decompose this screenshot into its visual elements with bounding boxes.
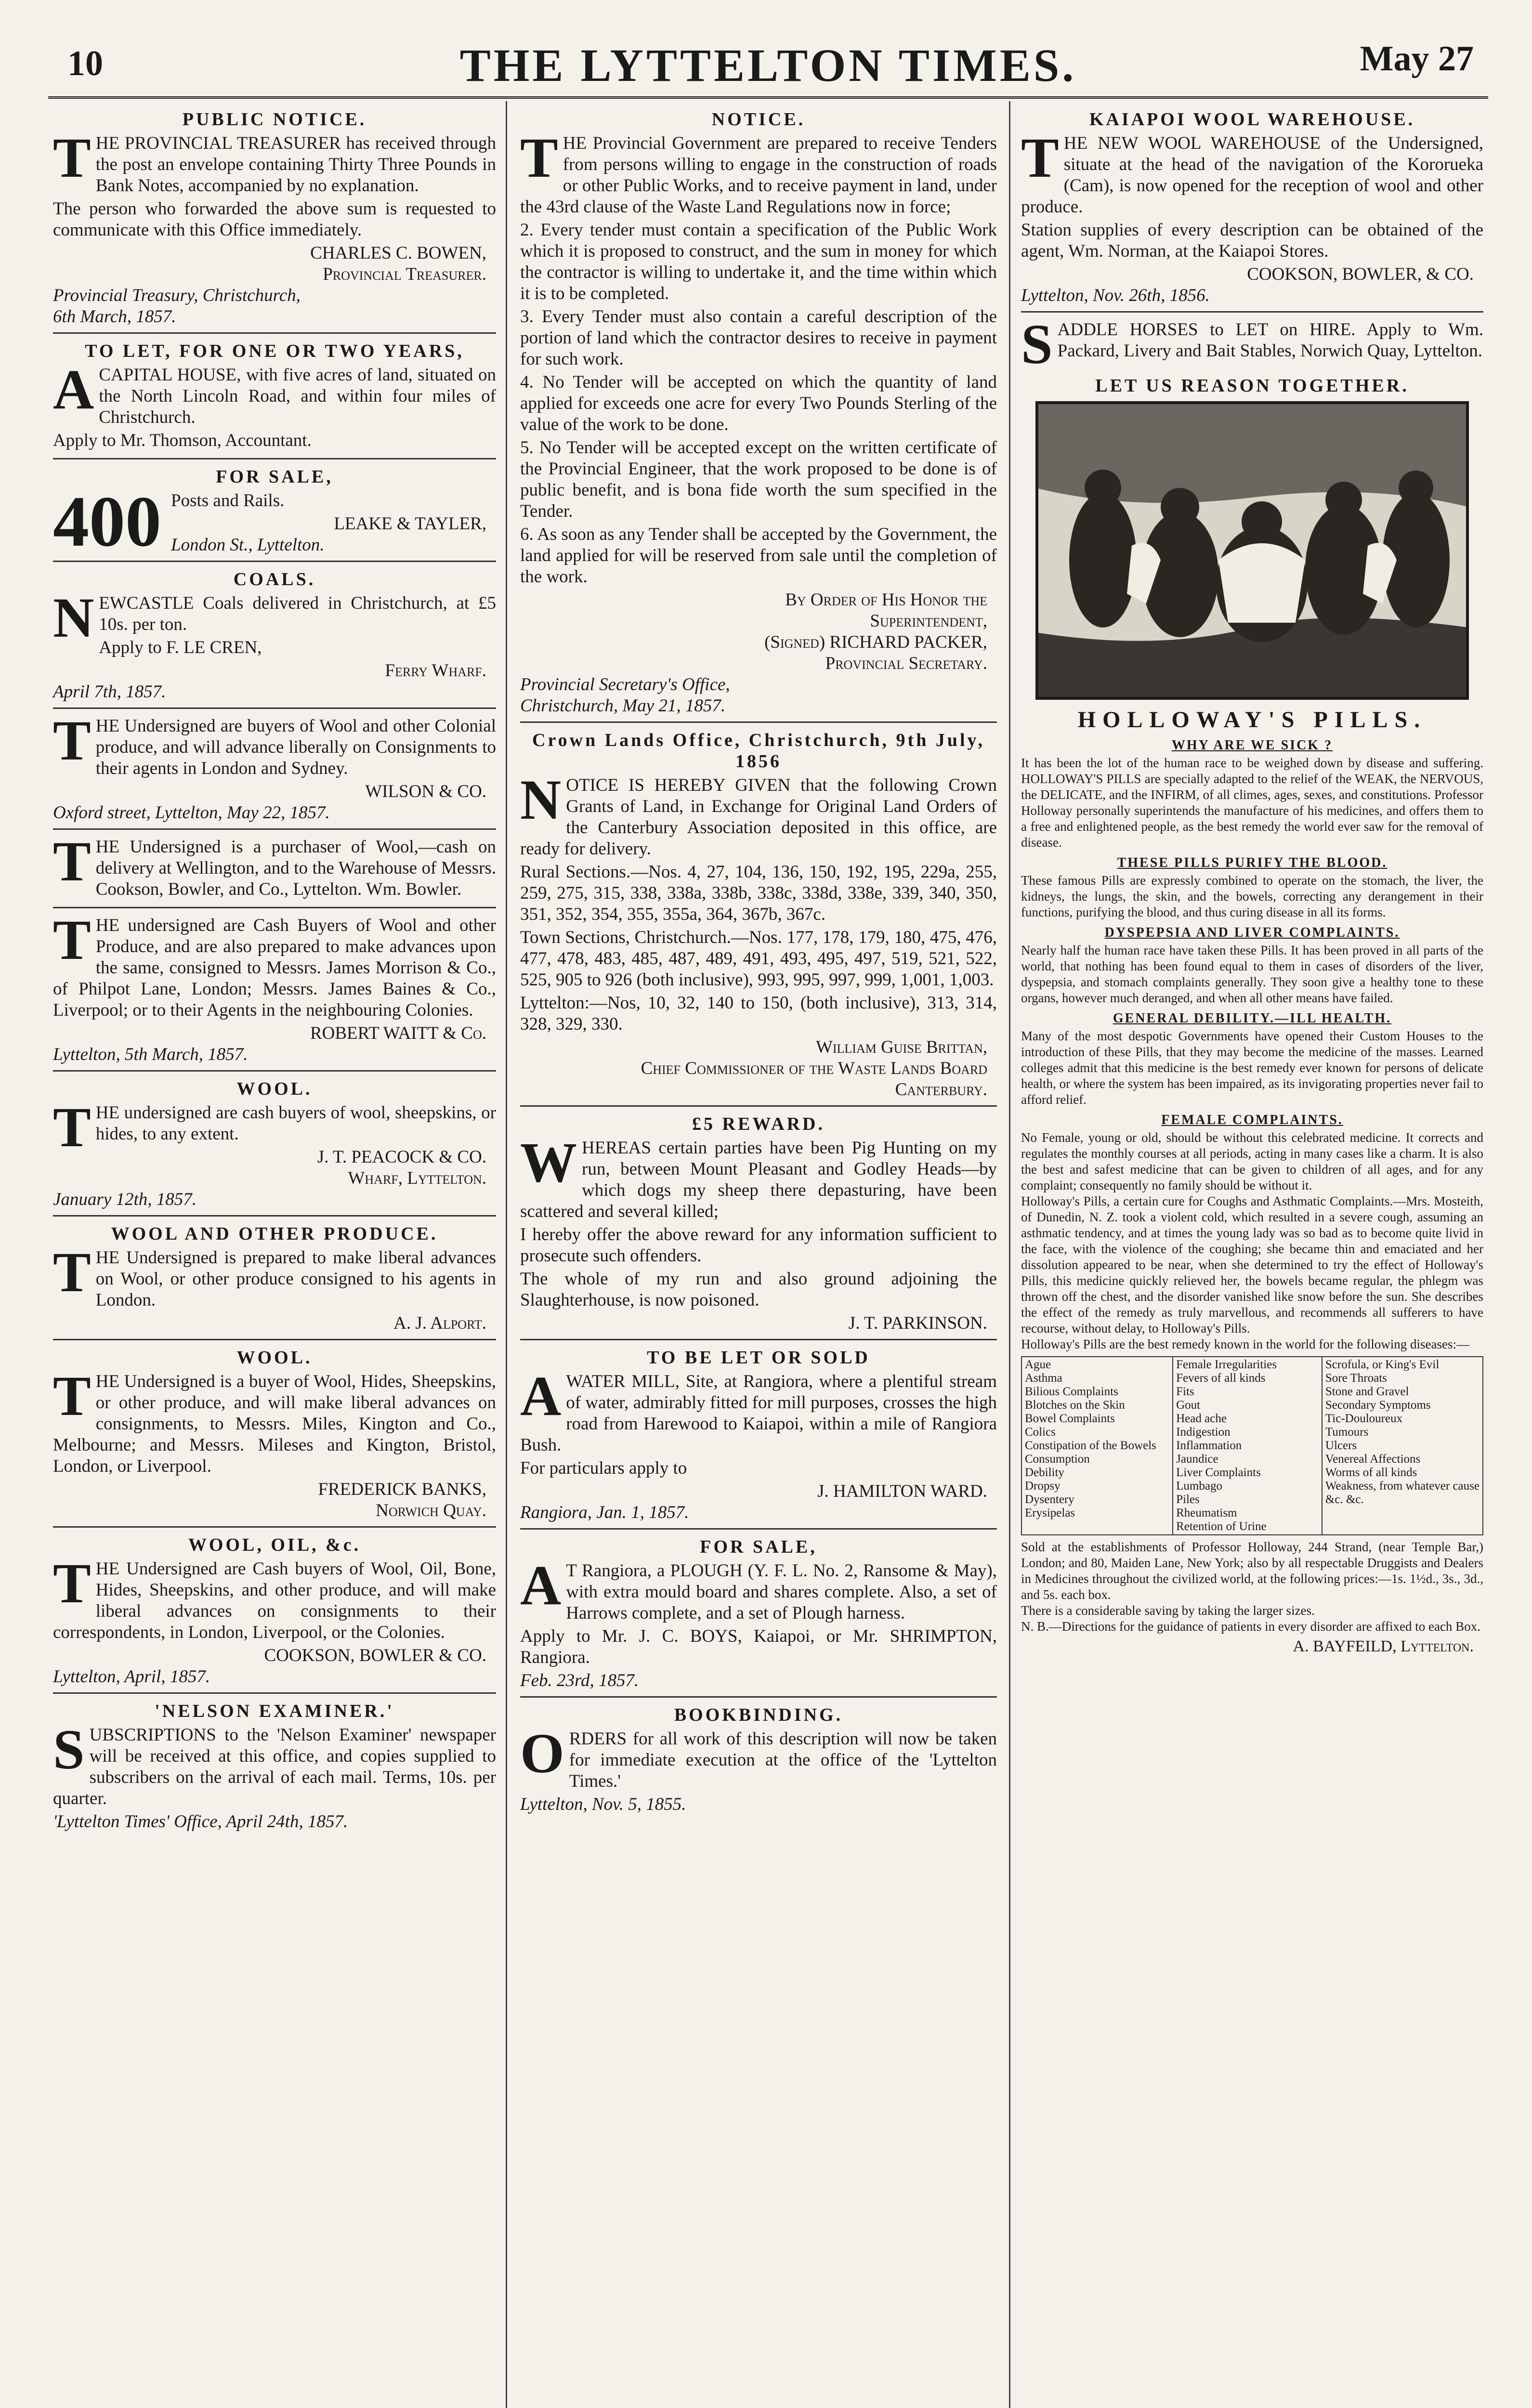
advert-heading: FOR SALE, <box>216 467 333 487</box>
advert-paragraph: 3. Every Tender must also contain a careful description of the portion of land which the contractor desires to receive in payment for such work. <box>520 307 997 369</box>
disease-item: Constipation of the Bowels <box>1025 1439 1156 1452</box>
advert-paragraph: T Rangiora, a PLOUGH (Y. F. L. No. 2, Ransome & May), with extra mould board and shares complete. Also, a set of Harrows complete, and a set of Plough harness. <box>566 1561 997 1623</box>
woodcut-illustration <box>1035 401 1469 700</box>
advert-paragraph: I hereby offer the above reward for any information sufficient to prosecute such offenders. <box>520 1225 997 1266</box>
advert-body <box>53 126 496 241</box>
drop-capital: S <box>53 1718 85 1781</box>
column-divider <box>1009 101 1010 2408</box>
advert-body <box>53 1552 496 1643</box>
advert-signature: FREDERICK BANKS, <box>318 1479 486 1499</box>
advert-heading: COALS. <box>233 569 316 589</box>
drop-capital: A <box>520 1364 562 1427</box>
advert-paragraph: The whole of my run and also ground adjoining the Slaughterhouse, is now poisoned. <box>520 1269 997 1310</box>
advert-paragraph: EWCASTLE Coals delivered in Christchurch, at £5 10s. per ton. <box>99 593 496 634</box>
advert-paragraph: For particulars apply to <box>520 1458 687 1478</box>
drop-capital: T <box>53 1096 91 1159</box>
drop-capital: A <box>520 1554 562 1617</box>
advert-paragraph: RDERS for all work of this description will now be taken for immediate execution at the office of the 'Lyttelton Times.' <box>569 1729 997 1791</box>
disease-item: Venereal Affections <box>1325 1453 1421 1466</box>
advert-paragraph: HE undersigned are Cash Buyers of Wool and other Produce, and are also prepared to make advances upon the same, consigned to Messrs. James Morrison & Co., of Philpot Lane, London; Messrs. James Baines & Co., Liverpool; or to their Agents in the neighbouring Colonies. <box>53 916 496 1020</box>
advert-paragraph: HE NEW WOOL WAREHOUSE of the Undersigned, situate at the head of the navigation of the Kororueka (Cam), is now opened for the reception of wool and other produce. <box>1021 133 1483 217</box>
advert-signature: (Signed) RICHARD PACKER, <box>764 632 987 652</box>
advertisement <box>520 730 997 1107</box>
advertisement <box>53 1078 496 1217</box>
disease-item: Scrofula, or King's Evil <box>1325 1358 1440 1371</box>
drop-capital: S <box>1021 313 1053 376</box>
advert-paragraph: Rural Sections.—Nos. 4, 27, 104, 136, 150, 192, 195, 229a, 255, 259, 275, 315, 338, 338a, 338b, 338c, 338d, 338e, 339, 340, 350, 351, 352, 354, 355, 355a, 364, 367b, 367c. <box>520 862 997 924</box>
disease-item: Gout <box>1176 1399 1201 1412</box>
advert-signature: Norwich Quay. <box>376 1501 486 1520</box>
advert-heading: PUBLIC NOTICE. <box>182 109 367 130</box>
disease-item: Stone and Gravel <box>1325 1385 1409 1398</box>
advert-paragraph: HE PROVINCIAL TREASURER has received through the post an envelope containing Thirty Three Pounds in Bank Notes, accompanied by no explanation. <box>95 133 496 196</box>
advert-body <box>53 1364 496 1477</box>
advert-paragraph: 5. No Tender will be accepted except on the written certificate of the Provincial Engineer, that the work proposed to be done is of public benefit, and is bona fide worth the sum specified in the Tender. <box>520 438 997 521</box>
advert-paragraph: Posts and Rails. <box>171 491 285 510</box>
masthead-rule <box>48 96 1488 99</box>
advert-dateline: Lyttelton, Nov. 5, 1855. <box>520 1794 686 1814</box>
advert-dateline: Provincial Treasury, Christchurch, <box>53 286 301 305</box>
advert-heading: 'NELSON EXAMINER.' <box>155 1701 394 1721</box>
advert-signature: Superintendent, <box>870 611 987 631</box>
advert-signature: Provincial Secretary. <box>825 654 987 673</box>
drop-capital: T <box>520 126 558 189</box>
advert-signature: LEAKE & TAYLER, <box>334 514 486 534</box>
advert-body <box>520 1364 997 1479</box>
advertisement <box>53 908 496 1072</box>
drop-capital: T <box>53 1241 91 1304</box>
disease-item: Weakness, from whatever cause <box>1325 1479 1480 1492</box>
drop-capital: T <box>1021 126 1059 189</box>
drop-capital: A <box>53 358 94 421</box>
advert-dateline: Rangiora, Jan. 1, 1857. <box>520 1503 689 1522</box>
disease-item: Asthma <box>1025 1372 1062 1385</box>
disease-item: Bilious Complaints <box>1025 1385 1118 1398</box>
advert-dateline: Oxford street, Lyttelton, May 22, 1857. <box>53 803 330 823</box>
advert-body <box>53 358 496 451</box>
drop-capital: T <box>53 1552 91 1615</box>
disease-item: Blotches on the Skin <box>1025 1399 1125 1412</box>
section-text: No Female, young or old, should be without this celebrated medicine. It corrects and regulates the monthly courses at all periods, acting in many cases like a charm. It is also the best and safest medicine that can be given to children of all ages, and for any complaint; consequently no family should be without it. <box>1021 1130 1483 1192</box>
advert-paragraph: OTICE IS HEREBY GIVEN that the following Crown Grants of Land, in Exchange for Original Land Orders of the Canterbury Association deposited in this office, are ready for delivery. <box>520 775 997 859</box>
disease-item: Ague <box>1025 1358 1051 1371</box>
advert-dateline: 6th March, 1857. <box>53 307 176 327</box>
advert-body <box>520 126 997 588</box>
section-heading: WHY ARE WE SICK ? <box>1171 738 1333 753</box>
section-text: Nearly half the human race have taken these Pills. It has been proved in all parts of the world, that nothing has been found equal to them in cases of disorders of the liver, dyspepsia, and stomach complaints generally. They soon give a healthy tone to these organs, however much deranged, and when all other means have failed. <box>1021 943 1483 1005</box>
advert-signature: Provincial Treasurer. <box>323 264 486 284</box>
section-heading: THESE PILLS PURIFY THE BLOOD. <box>1117 855 1388 870</box>
advert-paragraph: HE Undersigned is a buyer of Wool, Hides, Sheepskins, or other produce, and will make liberal advances on consignments, to Messrs. Miles, Kington and Co., Melbourne; and Messrs. Mileses and Kington, Bristol, London, or Liverpool. <box>53 1372 496 1476</box>
advertisement <box>53 109 496 334</box>
disease-item: &c. &c. <box>1325 1493 1364 1506</box>
disease-item: Dysentery <box>1025 1493 1074 1506</box>
advert-title: HOLLOWAY'S PILLS. <box>1077 707 1427 733</box>
advert-signature: Canterbury. <box>895 1080 987 1099</box>
advert-body <box>520 1131 997 1311</box>
advert-signature: WILSON & CO. <box>365 782 486 801</box>
advert-paragraph: Town Sections, Christchurch.—Nos. 177, 178, 179, 180, 475, 476, 477, 478, 483, 485, 487, 489, 491, 493, 495, 497, 519, 521, 522, 525, 905 to 926 (both inclusive), 993, 995, 997, 999, 1,001, 1,003. <box>520 928 997 990</box>
advert-signature: COOKSON, BOWLER, & CO. <box>1247 264 1474 284</box>
saving-note: There is a considerable saving by taking the larger sizes. <box>1021 1603 1315 1618</box>
disease-item: Consumption <box>1025 1453 1090 1466</box>
advert-heading: TO BE LET OR SOLD <box>647 1348 870 1368</box>
disease-item: Retention of Urine <box>1176 1520 1267 1533</box>
advert-heading: WOOL. <box>236 1079 313 1099</box>
section-text: Holloway's Pills, a certain cure for Coughs and Asthmatic Complaints.—Mrs. Mosteith, of Dunedin, N. Z. took a violent cold, which resulted in a severe cough, assuming an asthmatic tendency, and at times the young lady was so bad as to become quite livid in the face, with the violence of the coughing; she became thin and emaciated and her dissolution appeared to be near, when she determined to try the effect of Holloway's Pills, this medicine quickly relieved her, the bowels became regular, the phlegm was thrown off the chest, and the disorder vanished like snow before the sun. She describes the effect of the remedy as truly marvellous, and recommends all sufferers to have recourse, without delay, to Holloway's Pills. <box>1021 1194 1483 1335</box>
advert-signature: J. T. PEACOCK & CO. <box>317 1147 486 1167</box>
issue-date: May 27 <box>1360 39 1474 79</box>
advertisement <box>53 1347 496 1528</box>
disease-item: Worms of all kinds <box>1325 1466 1417 1479</box>
advert-dateline: Lyttelton, 5th March, 1857. <box>53 1045 248 1064</box>
drop-capital: W <box>520 1131 577 1194</box>
diseases-intro: Holloway's Pills are the best remedy known in the world for the following diseases:— <box>1021 1337 1469 1351</box>
advert-paragraph: 6. As soon as any Tender shall be accepted by the Government, the land applied for will be reserved from sale until the completion of the work. <box>520 524 997 587</box>
section-heading: GENERAL DEBILITY.—ILL HEALTH. <box>1113 1011 1392 1026</box>
holloway-pills-advert <box>1021 375 1483 1656</box>
advert-body <box>1021 313 1483 376</box>
advert-body <box>520 1554 997 1668</box>
advert-body <box>53 586 496 658</box>
advert-heading: KAIAPOI WOOL WAREHOUSE. <box>1089 109 1415 130</box>
advert-banner: LET US REASON TOGETHER. <box>1095 376 1409 396</box>
advertisement <box>520 1536 997 1698</box>
drop-capital: N <box>520 768 562 831</box>
section-text: It has been the lot of the human race to be weighed down by disease and suffering. HOLLOWAY'S PILLS are specially adapted to the relief of the WEAK, the NERVOUS, the DELICATE, and the INFIRM, of all climes, ages, sexes, and constitutions. Professor Holloway personally superintends the manufacture of his medicines, and offers them to a free and enlightened people, as the best remedy the world ever saw for the removal of disease. <box>1021 756 1483 850</box>
section-text: Many of the most despotic Governments have opened their Custom Houses to the introduction of these Pills, that they may become the medicine of the masses. Learned colleges admit that this medicine is the best remedy ever known for persons of delicate health, or where the system has been impaired, as its invigorating properties never fail to afford relief. <box>1021 1029 1483 1107</box>
advert-paragraph: Apply to Mr. J. C. BOYS, Kaiapoi, or Mr. SHRIMPTON, Rangiora. <box>520 1626 997 1667</box>
diseases-column <box>1322 1357 1483 1535</box>
advertiser-signature: A. BAYFEILD, Lyttelton. <box>1293 1637 1474 1655</box>
advert-paragraph: 2. Every tender must contain a specification of the Public Work which it is proposed to construct, and the sum in money for which the contractor is willing to undertake it, and the time within which it is to be completed. <box>520 220 997 303</box>
advert-signature: William Guise Brittan, <box>815 1037 987 1057</box>
advert-heading: WOOL. <box>236 1348 313 1368</box>
advert-signature: COOKSON, BOWLER & CO. <box>264 1646 486 1665</box>
advert-heading: Crown Lands Office, Christchurch, 9th July, 1856 <box>532 730 985 772</box>
section-text: These famous Pills are expressly combined to operate on the stomach, the liver, the kidneys, the lungs, the skin, and the bowels, correcting any derangement in their functions, purifying the blood, and thus curing disease in all its forms. <box>1021 873 1483 919</box>
disease-item: Female Irregularities <box>1176 1358 1277 1371</box>
advert-signature: By Order of His Honor the <box>785 590 987 610</box>
advert-signature: ROBERT WAITT & Co. <box>310 1023 486 1043</box>
advert-dateline: Provincial Secretary's Office, <box>520 675 730 694</box>
advertisement <box>53 466 496 562</box>
section-heading: DYSPEPSIA AND LIVER COMPLAINTS. <box>1104 925 1400 940</box>
diseases-table <box>1021 1356 1483 1535</box>
drop-capital: N <box>53 586 94 649</box>
advert-signature: J. T. PARKINSON. <box>848 1313 987 1333</box>
disease-item: Erysipelas <box>1025 1506 1075 1519</box>
advertisement <box>53 1701 496 1837</box>
advertisement <box>1021 109 1483 313</box>
advert-dateline: April 7th, 1857. <box>53 682 166 702</box>
advertisement <box>53 1223 496 1340</box>
drop-capital: T <box>53 830 91 893</box>
disease-item: Jaundice <box>1176 1453 1218 1466</box>
advert-dateline: Lyttelton, Nov. 26th, 1856. <box>1021 286 1210 305</box>
disease-item: Ulcers <box>1325 1439 1357 1452</box>
advert-body <box>520 1722 997 1792</box>
advert-body <box>53 908 496 1021</box>
advert-paragraph: HE Undersigned are Cash buyers of Wool, Oil, Bone, Hides, Sheepskins, and other produce, and will make liberal advances on consignments to their correspondents, in London, Liverpool, or the Colonies. <box>53 1559 496 1642</box>
advertisement <box>520 109 997 723</box>
disease-item: Rheumatism <box>1176 1506 1237 1519</box>
advertisement <box>53 709 496 830</box>
advert-heading: WOOL, OIL, &c. <box>188 1535 361 1555</box>
advert-dateline: Christchurch, May 21, 1857. <box>520 696 726 716</box>
advert-paragraph: CAPITAL HOUSE, with five acres of land, situated on the North Lincoln Road, and within four miles of Christchurch. <box>99 365 496 427</box>
advert-paragraph: WATER MILL, Site, at Rangiora, where a plentiful stream of water, admirably fitted for mill purposes, crosses the high road from Harewood to Kaiapoi, within a mile of Rangiora Bush. <box>520 1372 997 1455</box>
advert-dateline: Feb. 23rd, 1857. <box>520 1671 639 1690</box>
disease-item: Piles <box>1176 1493 1200 1506</box>
advert-body <box>53 709 496 779</box>
advert-body <box>1021 126 1483 262</box>
advert-signature: A. J. Alport. <box>393 1313 486 1333</box>
disease-item: Lumbago <box>1176 1479 1222 1492</box>
advertisement <box>520 1347 997 1530</box>
advert-paragraph: Station supplies of every description can be obtained of the agent, Wm. Norman, at the Kaiapoi Stores. <box>1021 220 1483 261</box>
column-left <box>53 106 496 1844</box>
disease-item: Inflammation <box>1176 1439 1242 1452</box>
advertisement <box>53 830 496 908</box>
advert-paragraph: HE undersigned are cash buyers of wool, sheepskins, or hides, to any extent. <box>95 1103 496 1144</box>
page-number: 10 <box>67 44 103 83</box>
disease-item: Head ache <box>1176 1412 1227 1425</box>
directions-note: N. B.—Directions for the guidance of patients in every disorder are affixed to each Box. <box>1021 1619 1480 1634</box>
column-right <box>1021 106 1483 1656</box>
advert-paragraph: HE Undersigned is a purchaser of Wool,—cash on delivery at Wellington, and to the Warehouse of Messrs. Cookson, Bowler, and Co., Lyttelton. Wm. Bowler. <box>95 837 496 899</box>
advert-dateline: Lyttelton, April, 1857. <box>53 1667 210 1687</box>
advert-paragraph: ADDLE HORSES to LET on HIRE. Apply to Wm. Packard, Livery and Bait Stables, Norwich Quay, Lyttelton. <box>1057 320 1483 361</box>
advert-signature: Ferry Wharf. <box>385 661 486 681</box>
advert-heading: NOTICE. <box>711 109 806 130</box>
advert-paragraph: Apply to F. LE CREN, <box>99 638 262 657</box>
advert-signature: CHARLES C. BOWEN, <box>310 243 486 263</box>
disease-item: Tic-Douloureux <box>1325 1412 1403 1425</box>
advert-heading: £5 REWARD. <box>692 1114 825 1134</box>
advert-body <box>53 1718 496 1809</box>
section-heading: FEMALE COMPLAINTS. <box>1161 1112 1343 1127</box>
diseases-column <box>1173 1357 1322 1535</box>
closing-text: Sold at the establishments of Professor Holloway, 244 Strand, (near Temple Bar,) London; and 80, Maiden Lane, New York; also by all respectable Druggists and Dealers in Medicines throughout the civilized world, at the following prices:—1s. 1½d., 3s., 3d., and 5s. each box. <box>1021 1540 1483 1602</box>
large-figure: 400 <box>53 482 161 562</box>
diseases-column <box>1021 1357 1173 1535</box>
advert-body <box>53 1241 496 1311</box>
advert-paragraph: HE Undersigned is prepared to make liberal advances on Wool, or other produce consigned to his agents in London. <box>95 1248 496 1310</box>
advert-heading: BOOKBINDING. <box>674 1705 843 1725</box>
advert-paragraph: UBSCRIPTIONS to the 'Nelson Examiner' newspaper will be received at this office, and copies supplied to subscribers on the arrival of each mail. Terms, 10s. per quarter. <box>53 1725 496 1808</box>
advertisement <box>520 1704 997 1820</box>
masthead <box>48 29 1488 92</box>
drop-capital: T <box>53 126 91 189</box>
advertisement <box>520 1113 997 1340</box>
disease-item: Fits <box>1176 1385 1194 1398</box>
advertisement <box>53 340 496 459</box>
drop-capital: T <box>53 1364 91 1427</box>
advert-dateline: London St., Lyttelton. <box>171 535 325 555</box>
column-divider <box>506 101 507 2408</box>
advert-signature: Wharf, Lyttelton. <box>348 1168 486 1188</box>
column-middle <box>520 106 997 1827</box>
disease-item: Fevers of all kinds <box>1176 1372 1266 1385</box>
drop-capital: T <box>53 709 91 772</box>
disease-item: Colics <box>1025 1426 1056 1439</box>
newspaper-title: THE LYTTELTON TIMES. <box>459 39 1077 91</box>
advert-paragraph: HEREAS certain parties have been Pig Hunting on my run, between Mount Pleasant and Godley Heads—by which dogs my sheep there depasturing, have been scattered and several killed; <box>520 1138 997 1221</box>
advert-body <box>53 830 496 900</box>
advert-signature: J. HAMILTON WARD. <box>817 1481 987 1501</box>
advert-paragraph: The person who forwarded the above sum is requested to communicate with this Office immediately. <box>53 199 496 240</box>
disease-item: Sore Throats <box>1325 1372 1387 1385</box>
advert-heading: WOOL AND OTHER PRODUCE. <box>111 1224 438 1244</box>
disease-item: Tumours <box>1325 1426 1369 1439</box>
disease-item: Debility <box>1025 1466 1064 1479</box>
advert-heading: TO LET, FOR ONE OR TWO YEARS, <box>85 341 464 361</box>
advert-paragraph: Lyttelton:—Nos, 10, 32, 140 to 150, (both inclusive), 313, 314, 328, 329, 330. <box>520 993 997 1034</box>
drop-capital: T <box>53 908 91 971</box>
drop-capital: O <box>520 1722 564 1785</box>
advertisement <box>53 569 496 709</box>
advert-heading: FOR SALE, <box>700 1537 817 1557</box>
advert-dateline: 'Lyttelton Times' Office, April 24th, 1857. <box>53 1812 348 1832</box>
advertisement <box>53 1534 496 1694</box>
disease-item: Secondary Symptoms <box>1325 1399 1431 1412</box>
disease-item: Liver Complaints <box>1176 1466 1261 1479</box>
advert-paragraph: HE Provincial Government are prepared to receive Tenders from persons willing to engage in the construction of roads or other Public Works, and to receive payment in land, under the 43rd clause of the Waste Land Regulations now in force; <box>520 133 997 217</box>
disease-item: Indigestion <box>1176 1426 1231 1439</box>
disease-item: Bowel Complaints <box>1025 1412 1115 1425</box>
advert-dateline: January 12th, 1857. <box>53 1190 197 1209</box>
disease-item: Dropsy <box>1025 1479 1061 1492</box>
advert-body <box>520 768 997 1035</box>
advert-paragraph: Apply to Mr. Thomson, Accountant. <box>53 431 312 450</box>
advertisement <box>1021 313 1483 376</box>
advert-signature: Chief Commissioner of the Waste Lands Board <box>641 1059 987 1078</box>
advert-paragraph: 4. No Tender will be accepted on which the quantity of land applied for exceeds one acre for every Two Pounds Sterling of the value of the work to be done. <box>520 372 997 434</box>
advert-paragraph: HE Undersigned are buyers of Wool and other Colonial produce, and will advance liberally on Consignments to their agents in London and Sydney. <box>95 716 496 778</box>
